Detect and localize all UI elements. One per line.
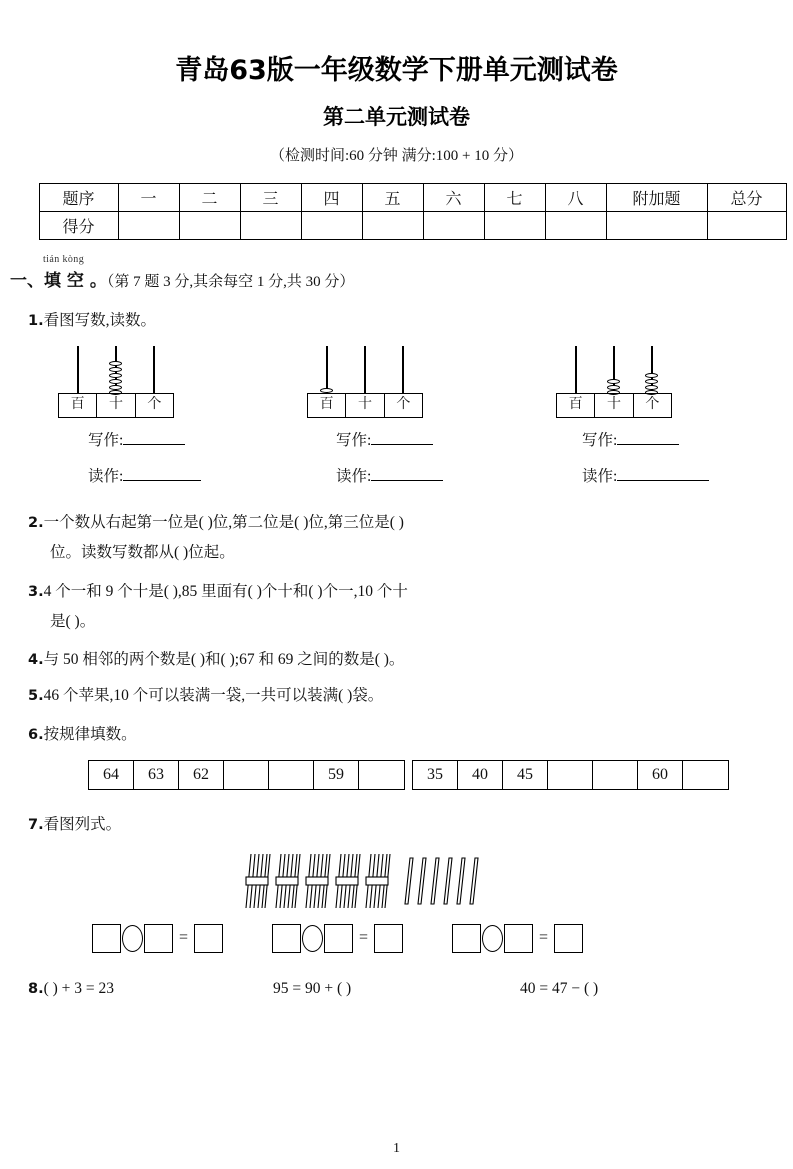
sequence-cell[interactable] bbox=[683, 761, 728, 789]
place-label-hundreds: 百 bbox=[308, 394, 346, 417]
question-text-line1: 一个数从右起第一位是( )位,第二位是( )位,第三位是( ) bbox=[43, 514, 404, 532]
stick-bundle bbox=[365, 852, 391, 910]
question-4 bbox=[28, 645, 793, 675]
question-text: 与 50 相邻的两个数是( )和( );67 和 69 之间的数是( )。 bbox=[43, 651, 405, 669]
equation-operand-box[interactable] bbox=[144, 924, 173, 953]
question-8-item-3 bbox=[520, 980, 598, 998]
equation-operand-box[interactable] bbox=[324, 924, 353, 953]
question-number: 7. bbox=[28, 816, 44, 833]
answer-blank[interactable] bbox=[123, 431, 185, 445]
abacus-figure-2 bbox=[307, 344, 423, 420]
read-as-label: 读作: bbox=[582, 468, 618, 486]
score-cell[interactable] bbox=[423, 212, 484, 240]
question-text: 按规律填数。 bbox=[43, 725, 137, 743]
read-as-label: 读作: bbox=[336, 468, 372, 486]
stick-icon bbox=[456, 857, 466, 905]
abacus-bead bbox=[109, 373, 122, 378]
sequence-cell[interactable] bbox=[359, 761, 404, 789]
number-sequence-2 bbox=[412, 760, 729, 790]
sequence-cell[interactable] bbox=[269, 761, 314, 789]
write-as-field-2[interactable] bbox=[336, 428, 433, 450]
question-text-line2: 是( )。 bbox=[50, 612, 96, 630]
question-number: 3. bbox=[28, 583, 44, 600]
read-as-field-2[interactable] bbox=[336, 464, 443, 486]
sequence-cell[interactable] bbox=[593, 761, 638, 789]
question-8-expression[interactable]: ( ) + 3 = 23 bbox=[43, 979, 115, 997]
place-label-tens: 十 bbox=[346, 394, 384, 417]
score-table-header-cell: 七 bbox=[484, 184, 545, 212]
stick-icon bbox=[443, 857, 453, 905]
read-as-label: 读作: bbox=[88, 468, 124, 486]
sequence-cell[interactable] bbox=[548, 761, 593, 789]
place-label-ones: 个 bbox=[396, 397, 411, 413]
sequence-cell[interactable]: 62 bbox=[179, 761, 224, 789]
sequence-cell[interactable]: 35 bbox=[413, 761, 458, 789]
stick-bundle bbox=[305, 852, 331, 910]
equation-operator-circle[interactable] bbox=[302, 925, 323, 952]
score-table-header-cell: 总分 bbox=[707, 184, 786, 212]
abacus-rods bbox=[58, 344, 174, 394]
question-number: 8. bbox=[28, 980, 44, 997]
score-table-header-cell: 八 bbox=[545, 184, 606, 212]
abacus-rods bbox=[556, 344, 672, 394]
question-1 bbox=[28, 306, 793, 336]
answer-blank[interactable] bbox=[617, 467, 709, 481]
score-cell[interactable] bbox=[240, 212, 301, 240]
question-2 bbox=[28, 508, 793, 568]
equals-sign: = bbox=[359, 929, 369, 947]
write-as-row bbox=[0, 424, 793, 458]
equation-operand-box[interactable] bbox=[504, 924, 533, 953]
abacus-rod-ones bbox=[402, 346, 404, 394]
equation-operator-circle[interactable] bbox=[122, 925, 143, 952]
question-text-line1: 4 个一和 9 个十是( ),85 里面有( )个十和( )个一,10 个十 bbox=[43, 582, 408, 600]
score-table-header-cell: 五 bbox=[362, 184, 423, 212]
place-label-hundreds: 百 bbox=[59, 394, 97, 417]
score-row-label: 得分 bbox=[39, 212, 118, 240]
stick-bundle bbox=[245, 852, 271, 910]
stick-bundle-icon bbox=[305, 852, 331, 910]
question-8-expression[interactable]: 95 = 90 + ( ) bbox=[273, 979, 352, 997]
question-number: 4. bbox=[28, 652, 44, 669]
write-as-label: 写作: bbox=[582, 432, 618, 450]
question-text: 看图列式。 bbox=[43, 815, 122, 833]
sequence-boxes-row bbox=[0, 760, 793, 796]
abacus-place-labels bbox=[307, 393, 423, 418]
stick-icon bbox=[417, 857, 427, 905]
equation-2 bbox=[272, 924, 403, 953]
number-sequence-1 bbox=[88, 760, 405, 790]
answer-blank[interactable] bbox=[371, 467, 443, 481]
question-number: 1. bbox=[28, 313, 44, 329]
loose-stick bbox=[417, 857, 425, 905]
abacus-place-labels bbox=[58, 393, 174, 418]
equals-sign: = bbox=[539, 929, 549, 947]
abacus-bead bbox=[109, 379, 122, 384]
section-pinyin: tián kòng bbox=[43, 254, 85, 265]
loose-stick bbox=[469, 857, 477, 905]
question-text: 46 个苹果,10 个可以装满一袋,一共可以装满( )袋。 bbox=[43, 687, 384, 705]
abacus-bead bbox=[607, 379, 620, 384]
loose-stick bbox=[430, 857, 438, 905]
question-text: 看图写数,读数。 bbox=[43, 312, 156, 329]
question-5 bbox=[28, 681, 793, 711]
exam-info: （检测时间:60 分钟 满分:100 + 10 分） bbox=[269, 148, 524, 164]
answer-blank[interactable] bbox=[617, 431, 679, 445]
abacus-bead bbox=[109, 367, 122, 372]
read-as-row bbox=[0, 460, 793, 494]
question-3 bbox=[28, 577, 793, 637]
abacus-rod-hundreds bbox=[575, 346, 577, 394]
score-cell[interactable] bbox=[179, 212, 240, 240]
score-table-header-cell: 附加题 bbox=[606, 184, 707, 212]
equation-3 bbox=[452, 924, 583, 953]
abacus-bead bbox=[645, 379, 658, 384]
abacus-figures-row bbox=[0, 344, 793, 422]
score-table-header-cell: 三 bbox=[240, 184, 301, 212]
page-subtitle: 第二单元测试卷 bbox=[323, 105, 470, 129]
score-cell[interactable] bbox=[545, 212, 606, 240]
question-number: 6. bbox=[28, 726, 44, 743]
score-cell[interactable] bbox=[707, 212, 786, 240]
stick-bundle bbox=[335, 852, 361, 910]
write-as-field-3[interactable] bbox=[582, 428, 679, 450]
stick-bundle-icon bbox=[335, 852, 361, 910]
answer-blank[interactable] bbox=[371, 431, 433, 445]
section-index: 一、 bbox=[10, 271, 44, 291]
equation-boxes-row bbox=[0, 924, 793, 966]
stick-icon bbox=[469, 857, 479, 905]
stick-bundle-icon bbox=[365, 852, 391, 910]
stick-icon bbox=[430, 857, 440, 905]
score-cell[interactable] bbox=[484, 212, 545, 240]
place-label-hundreds: 百 bbox=[557, 394, 595, 417]
score-cell[interactable] bbox=[118, 212, 179, 240]
page-title: 青岛63版一年级数学下册单元测试卷 bbox=[175, 55, 618, 86]
abacus-bead bbox=[109, 361, 122, 366]
loose-stick bbox=[456, 857, 464, 905]
question-text-line2: 位。读数写数都从( )位起。 bbox=[50, 544, 235, 562]
equation-result-box[interactable] bbox=[554, 924, 583, 953]
section-title bbox=[10, 266, 354, 291]
question-6 bbox=[28, 720, 793, 750]
abacus-rods bbox=[307, 344, 423, 394]
score-cell[interactable] bbox=[362, 212, 423, 240]
abacus-rod-hundreds bbox=[77, 346, 79, 394]
stick-icon bbox=[404, 857, 414, 905]
section-scoring: （第 7 题 3 分,其余每空 1 分,共 30 分） bbox=[106, 274, 355, 290]
loose-stick bbox=[404, 857, 412, 905]
sequence-cell[interactable]: 59 bbox=[314, 761, 359, 789]
question-number: 2. bbox=[28, 515, 44, 532]
equation-result-box[interactable] bbox=[194, 924, 223, 953]
stick-bundle-icon bbox=[275, 852, 301, 910]
equation-operator-circle[interactable] bbox=[482, 925, 503, 952]
question-8-item-2 bbox=[273, 980, 351, 998]
abacus-rod-ones bbox=[153, 346, 155, 394]
answer-blank[interactable] bbox=[123, 467, 201, 481]
section-name: 填 空 。 bbox=[44, 271, 107, 291]
score-table-header-cell: 题序 bbox=[39, 184, 118, 212]
table-row-scores bbox=[39, 212, 786, 240]
abacus-figure-3 bbox=[556, 344, 672, 420]
score-table-header-cell: 四 bbox=[301, 184, 362, 212]
read-as-field-1[interactable] bbox=[88, 464, 201, 486]
score-table-header-cell: 一 bbox=[118, 184, 179, 212]
equation-result-box[interactable] bbox=[374, 924, 403, 953]
sequence-cell[interactable]: 60 bbox=[638, 761, 683, 789]
write-as-label: 写作: bbox=[88, 432, 124, 450]
place-label-ones: 个 bbox=[147, 397, 162, 413]
sequence-cell[interactable]: 45 bbox=[503, 761, 548, 789]
write-as-label: 写作: bbox=[336, 432, 372, 450]
place-label-ones: 个 bbox=[645, 397, 660, 413]
page-number: 1 bbox=[393, 1141, 400, 1156]
write-as-field-1[interactable] bbox=[88, 428, 185, 450]
stick-bundle-icon bbox=[245, 852, 271, 910]
place-label-tens: 十 bbox=[97, 394, 135, 417]
score-table-header-cell: 六 bbox=[423, 184, 484, 212]
table-row-headers bbox=[39, 184, 786, 212]
score-table bbox=[39, 183, 787, 240]
question-8 bbox=[28, 980, 793, 1010]
place-label-tens: 十 bbox=[595, 394, 633, 417]
sequence-cell[interactable]: 40 bbox=[458, 761, 503, 789]
equation-operand-box[interactable] bbox=[272, 924, 301, 953]
score-cell[interactable] bbox=[606, 212, 707, 240]
question-8-item-1 bbox=[28, 980, 114, 998]
sequence-cell[interactable]: 63 bbox=[134, 761, 179, 789]
abacus-figure-1 bbox=[58, 344, 174, 420]
sequence-cell[interactable] bbox=[224, 761, 269, 789]
score-table-wrapper bbox=[39, 183, 763, 240]
equation-1 bbox=[92, 924, 223, 953]
question-8-expression[interactable]: 40 = 47 − ( ) bbox=[520, 979, 599, 997]
question-number: 5. bbox=[28, 688, 44, 705]
score-cell[interactable] bbox=[301, 212, 362, 240]
loose-stick bbox=[443, 857, 451, 905]
read-as-field-3[interactable] bbox=[582, 464, 709, 486]
test-paper-page bbox=[0, 48, 793, 1169]
abacus-place-labels bbox=[556, 393, 672, 418]
question-7 bbox=[28, 810, 793, 840]
abacus-rod-hundreds bbox=[326, 346, 328, 394]
equation-operand-box[interactable] bbox=[92, 924, 121, 953]
counting-sticks-figure bbox=[0, 846, 793, 918]
equation-operand-box[interactable] bbox=[452, 924, 481, 953]
section-one-heading bbox=[10, 254, 793, 294]
sequence-cell[interactable]: 64 bbox=[89, 761, 134, 789]
equals-sign: = bbox=[179, 929, 189, 947]
stick-bundle bbox=[275, 852, 301, 910]
score-table-header-cell: 二 bbox=[179, 184, 240, 212]
abacus-bead bbox=[645, 373, 658, 378]
abacus-rod-tens bbox=[364, 346, 366, 394]
